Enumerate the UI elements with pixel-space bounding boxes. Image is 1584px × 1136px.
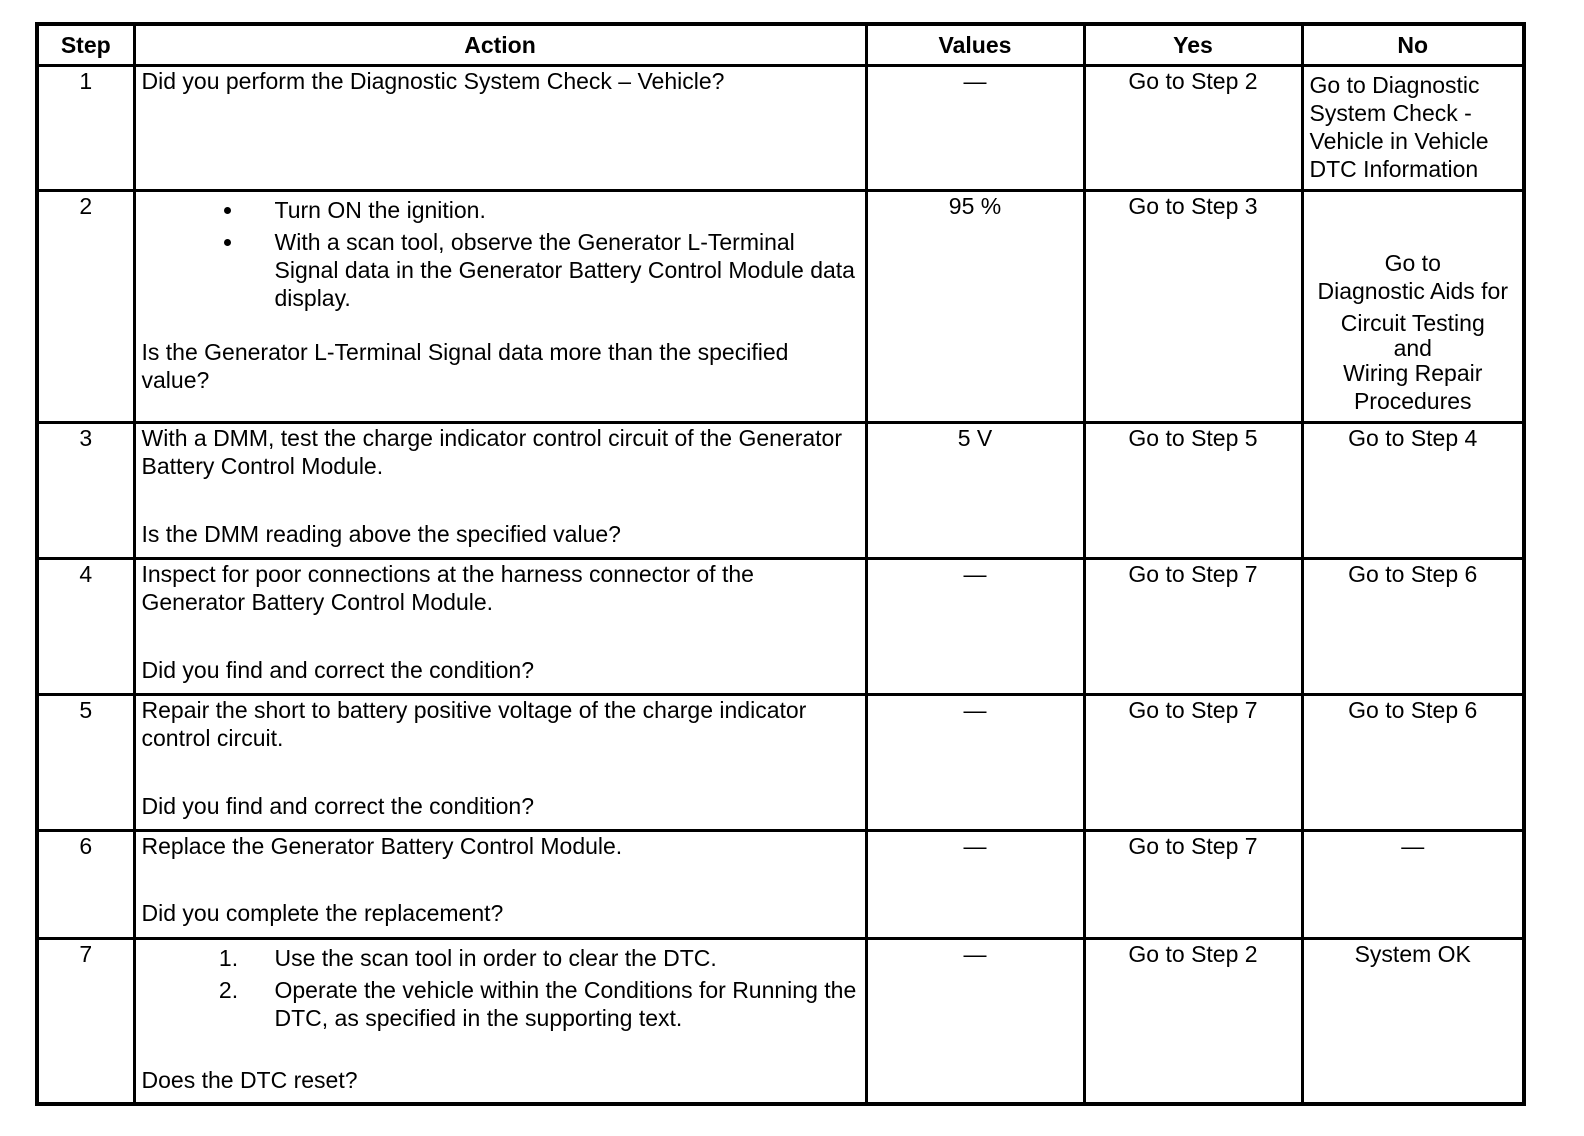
action-cell: [134, 695, 866, 831]
action-text: Repair the short to battery positive voltage of the charge indicator control circuit.: [141, 697, 807, 751]
step-number: 6: [37, 831, 134, 939]
table-row: [37, 559, 1524, 695]
yes-cell: Go to Step 7: [1084, 831, 1302, 939]
header-yes: Yes: [1084, 24, 1302, 66]
value-cell: 5 V: [866, 423, 1084, 559]
table-row: [37, 423, 1524, 559]
no-line: Circuit Testing: [1340, 310, 1485, 336]
action-cell: [134, 191, 866, 423]
value-cell: —: [866, 695, 1084, 831]
header-no: No: [1302, 24, 1524, 66]
no-line: Diagnostic Aids for: [1317, 278, 1508, 304]
action-cell: [134, 559, 866, 695]
no-cell: Go to Step 4: [1302, 423, 1524, 559]
no-line: Go to: [1384, 250, 1441, 276]
action-text: Did you perform the Diagnostic System Check – Vehicle?: [141, 68, 725, 94]
table-row: [37, 939, 1524, 1104]
no-line: Wiring Repair: [1343, 360, 1483, 386]
table-row: [37, 191, 1524, 423]
header-row: [37, 24, 1524, 66]
step-number: 2: [37, 191, 134, 423]
step-number: 1: [37, 66, 134, 191]
action-question: Did you complete the replacement?: [141, 900, 504, 926]
action-question: Is the Generator L-Terminal Signal data more than the specified value?: [141, 339, 789, 393]
action-text: Replace the Generator Battery Control Module.: [141, 833, 623, 859]
numbered-item: 2. Operate the vehicle within the Conditions for Running the DTC, as specified in the supporting text.: [245, 976, 859, 1032]
numbered-item: 1. Use the scan tool in order to clear the DTC.: [245, 944, 859, 972]
action-text: With a DMM, test the charge indicator control circuit of the Generator Battery Control Module.: [141, 425, 843, 479]
no-cell: [1302, 191, 1524, 423]
yes-cell: Go to Step 3: [1084, 191, 1302, 423]
step-number: 3: [37, 423, 134, 559]
no-line: Vehicle in Vehicle: [1309, 128, 1489, 154]
no-line: System Check -: [1309, 100, 1472, 126]
yes-cell: Go to Step 5: [1084, 423, 1302, 559]
action-question: Did you find and correct the condition?: [141, 793, 535, 819]
step-number: 7: [37, 939, 134, 1104]
no-line: Procedures: [1353, 388, 1472, 414]
action-cell: [134, 423, 866, 559]
no-cell: [1302, 66, 1524, 191]
action-question: Does the DTC reset?: [141, 1067, 358, 1093]
diagnostic-table: [35, 22, 1526, 1106]
no-cell: Go to Step 6: [1302, 559, 1524, 695]
value-cell: —: [866, 66, 1084, 191]
bullet-item: • With a scan tool, observe the Generator L-Terminal Signal data in the Generator Battery Control Module data display.: [245, 228, 859, 312]
action-question: Is the DMM reading above the specified value?: [141, 521, 621, 547]
no-line: Go to Diagnostic: [1309, 72, 1480, 98]
value-cell: —: [866, 559, 1084, 695]
action-question: Did you find and correct the condition?: [141, 657, 535, 683]
table-row: [37, 831, 1524, 939]
yes-cell: Go to Step 2: [1084, 939, 1302, 1104]
yes-cell: Go to Step 2: [1084, 66, 1302, 191]
step-number: 5: [37, 695, 134, 831]
action-cell: [134, 66, 866, 191]
no-cell: System OK: [1302, 939, 1524, 1104]
header-action: Action: [134, 24, 866, 66]
no-cell: —: [1302, 831, 1524, 939]
value-cell: 95 %: [866, 191, 1084, 423]
step-number: 4: [37, 559, 134, 695]
action-cell: [134, 831, 866, 939]
bullet-item: • Turn ON the ignition.: [245, 196, 859, 224]
bullet-list: [142, 196, 859, 312]
table-row: [37, 66, 1524, 191]
action-cell: [134, 939, 866, 1104]
header-step: Step: [37, 24, 134, 66]
no-line: and: [1393, 335, 1432, 361]
header-values: Values: [866, 24, 1084, 66]
value-cell: —: [866, 831, 1084, 939]
action-text: Inspect for poor connections at the harness connector of the Generator Battery Control Module.: [141, 561, 754, 615]
no-cell: Go to Step 6: [1302, 695, 1524, 831]
table-row: [37, 695, 1524, 831]
numbered-list: [142, 944, 859, 1032]
value-cell: —: [866, 939, 1084, 1104]
yes-cell: Go to Step 7: [1084, 559, 1302, 695]
yes-cell: Go to Step 7: [1084, 695, 1302, 831]
no-line: DTC Information: [1309, 156, 1479, 182]
